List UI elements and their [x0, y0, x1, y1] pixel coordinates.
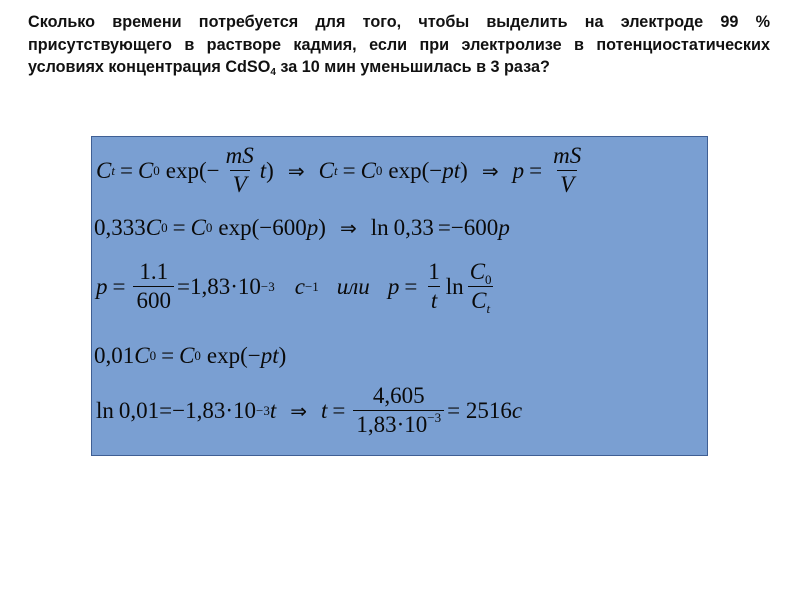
eq1-fraction-ms-v: [223, 143, 257, 198]
eq4-pt: pt: [260, 343, 279, 368]
problem-line-3-subscript: 4: [270, 67, 276, 78]
eq2-close-paren: ): [318, 215, 326, 240]
eq1-exp-b: exp: [388, 157, 422, 183]
eq4-open-paren: (−: [240, 343, 261, 368]
eq1-symbol-c: C: [96, 157, 112, 183]
problem-line-3-part-b: за 10 мин уменьшилась в 3 раза?: [275, 58, 550, 76]
solution-box: [91, 136, 708, 456]
eq5-t-b: t: [321, 397, 328, 423]
eq5-numerator: 4,605: [372, 383, 425, 408]
eq4-exp: exp: [206, 343, 241, 368]
eq3-equals-b: =: [404, 273, 418, 299]
eq4-symbol-c0: C: [179, 343, 195, 368]
eq1-symbol-c0: C: [137, 157, 154, 183]
eq1-fraction-ms-v-b: [550, 143, 584, 198]
eq5-equals: =: [332, 397, 346, 423]
eq1-close-paren: ): [266, 157, 274, 183]
problem-line-3: [28, 56, 770, 79]
eq1-equals-b: =: [342, 157, 356, 183]
eq3-fraction-1-1-600: [133, 259, 174, 314]
eq1-symbol-c0-b: C: [360, 157, 376, 183]
eq1-equals: =: [119, 157, 133, 183]
eq2-rhs: =−600: [437, 215, 499, 240]
eq2-coefficient: 0,333: [94, 215, 146, 240]
eq3-num-sub-0: 0: [485, 272, 492, 287]
eq1-symbol-c-b: C: [318, 157, 334, 183]
eq3-den-t: t: [430, 288, 438, 313]
eq1-implies-1: ⇒: [287, 158, 305, 183]
equation-4: 0,01 C 0 = C 0 exp (− pt ): [94, 343, 287, 368]
eq4-symbol-c: C: [134, 343, 150, 368]
eq1-sub-t: t: [111, 162, 115, 178]
eq1-t: t: [259, 157, 267, 183]
eq1-exp: exp: [165, 157, 200, 183]
eq3-p: p: [96, 273, 108, 299]
eq3-p-b: p: [387, 273, 400, 299]
problem-statement: [28, 11, 770, 79]
eq1-num-ms-b: mS: [553, 143, 582, 168]
eq2-open-paren: (−600: [251, 215, 307, 240]
eq1-sub-t-b: t: [333, 162, 338, 178]
equation-3: p = $\frac{1.1}{600}$ =1,83·10 −3 c −1 или p = $\frac{1}{t}$ ln $\frac{C_0}{C_t}$: [96, 259, 498, 314]
eq2-p2: p: [498, 215, 510, 240]
equation-5: ln 0,01 =−1,83·10 −3 t ⇒ t = $\frac{4,605}{1,83\cdot 10^{-3}}$ = 2516 c: [96, 383, 523, 437]
eq3-num-one: 1: [428, 259, 440, 284]
equation-2: 0,333 C 0 = C 0 exp (−600 p ) ⇒ ln 0,33 =−600 p: [94, 215, 510, 240]
eq3-or: или: [336, 273, 370, 299]
eq1-pt: pt: [442, 157, 461, 183]
eq5-den-exponent: −3: [427, 410, 442, 425]
problem-line-1: Сколько времени потребуется для того, чтобы выделить на электроде 99 %: [28, 13, 770, 31]
eq3-result: =1,83·10: [176, 273, 261, 299]
eq2-exp: exp: [218, 215, 252, 240]
eq5-ln: ln: [96, 397, 114, 423]
eq2-p: p: [306, 215, 319, 240]
eq1-implies-2: ⇒: [481, 158, 499, 183]
eq3-denominator: 600: [133, 286, 174, 314]
eq1-p: p: [512, 157, 525, 183]
eq2-symbol-c0: C: [190, 215, 206, 240]
eq4-close-paren: ): [278, 343, 287, 368]
eq1-num-ms: mS: [225, 143, 254, 168]
eq4-equals: =: [161, 343, 175, 368]
eq3-num-c: C: [469, 259, 486, 284]
eq1-den-v: V: [232, 172, 247, 197]
eq2-ln: ln: [370, 215, 389, 240]
eq1-open-paren: (−: [199, 157, 220, 183]
eq3-den-c: C: [471, 288, 487, 313]
eq5-fraction: [353, 383, 444, 438]
eq5-t: t: [269, 397, 277, 423]
eq2-equals: =: [172, 215, 186, 240]
eq5-rhs: =−1,83·10: [159, 397, 256, 423]
eq3-fraction-1-t: [425, 259, 443, 314]
problem-line-3-part-a: условиях концентрация CdSO: [28, 58, 271, 76]
eq4-coefficient: 0,01: [94, 343, 135, 368]
eq3-numerator: 1.1: [139, 259, 169, 284]
eq2-symbol-c: C: [145, 215, 162, 240]
eq5-unit: c: [511, 397, 523, 423]
eq5-value: 0,01: [118, 397, 160, 423]
eq5-implies: ⇒: [290, 398, 307, 423]
eq1-close-paren-b: ): [460, 157, 468, 183]
eq3-ln: ln: [445, 273, 464, 299]
eq1-den-v-b: V: [560, 172, 575, 197]
eq2-value: 0,33: [393, 215, 434, 240]
eq3-unit: c: [294, 273, 305, 299]
eq1-equals-c: =: [529, 157, 543, 183]
eq3-equals: =: [112, 273, 126, 299]
problem-line-2: присутствующего в растворе кадмия, если при электролизе в потенциостатических: [28, 35, 770, 54]
eq5-result: = 2516: [447, 397, 512, 423]
eq1-open-paren-b: (−: [421, 157, 443, 183]
eq3-den-sub-t: t: [486, 301, 491, 316]
eq3-fraction-c0-ct: [467, 259, 495, 314]
eq2-implies: ⇒: [339, 216, 357, 240]
equation-1: C t = C 0 exp (− $\frac{mS}{V}$ t ) ⇒ C t = C 0 exp (− pt ) ⇒ p = $\frac{mS}{V}$: [96, 143, 587, 198]
eq5-denominator: 1,83·10: [356, 412, 428, 437]
